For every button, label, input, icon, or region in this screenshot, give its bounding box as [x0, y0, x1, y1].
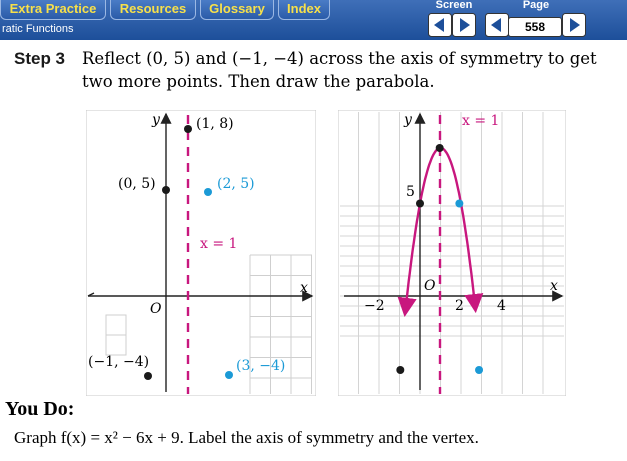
- curve-point-3-neg4: [475, 366, 483, 374]
- chapter-subtitle: ratic Functions: [2, 23, 74, 35]
- you-do-heading: You Do:: [5, 398, 75, 420]
- y-axis-label: y: [404, 112, 412, 128]
- tab-extra-practice[interactable]: Extra Practice: [0, 0, 106, 20]
- point-2-5-label: (2, 5): [217, 176, 255, 192]
- screen-prev-icon[interactable]: [428, 13, 452, 37]
- curve-point-neg1-neg4: [396, 366, 404, 374]
- point-vertex: [184, 125, 192, 133]
- tick-x-2: 2: [455, 298, 464, 314]
- parabola-left-arrow: [405, 308, 406, 312]
- tick-x-4: 4: [497, 298, 506, 314]
- tick-y-5: 5: [406, 184, 415, 200]
- point-2-5: [204, 188, 212, 196]
- tab-resources[interactable]: Resources: [110, 0, 196, 20]
- x-axis-label: x: [550, 278, 558, 294]
- page-label: Page: [522, 0, 550, 11]
- curve-point-vertex: [436, 144, 444, 152]
- x-axis-label: x: [300, 280, 308, 296]
- page-number-field[interactable]: 558: [508, 17, 562, 37]
- tick-x-neg2: −2: [364, 298, 385, 314]
- origin-label: O: [424, 278, 436, 294]
- point-0-5: [162, 186, 170, 194]
- origin-label: O: [150, 301, 162, 317]
- screen-next-icon[interactable]: [452, 13, 476, 37]
- y-axis-label: y: [152, 112, 160, 128]
- page-prev-icon[interactable]: [485, 13, 509, 37]
- right-graph: [338, 110, 566, 396]
- step-instruction: [14, 47, 624, 93]
- tab-index[interactable]: Index: [278, 0, 330, 20]
- axis-of-symmetry-label: x = 1: [200, 236, 238, 252]
- page-next-icon[interactable]: [562, 13, 586, 37]
- left-graph: [86, 110, 316, 396]
- step-text: Reflect (0, 5) and (−1, −4) across the axis of symmetry to get two more points. Then draw the parabola.: [82, 49, 597, 91]
- point-vertex-label: (1, 8): [196, 116, 234, 132]
- you-do-task: Graph f(x) = x² − 6x + 9. Label the axis of symmetry and the vertex.: [14, 428, 479, 447]
- point-neg1-neg4: [144, 372, 152, 380]
- axis-of-symmetry-label: x = 1: [462, 113, 500, 129]
- graph-frame: [338, 110, 566, 396]
- curve-point-0-5: [416, 200, 424, 208]
- screen-label: Screen: [435, 0, 473, 11]
- point-3-neg4-label: (3, −4): [236, 358, 286, 374]
- step-number: Step 3: [14, 49, 66, 68]
- point-3-neg4: [225, 371, 233, 379]
- point-0-5-label: (0, 5): [118, 176, 156, 192]
- curve-point-2-5: [455, 200, 463, 208]
- point-neg1-neg4-label: (−1, −4): [88, 354, 150, 370]
- tab-glossary[interactable]: Glossary: [200, 0, 274, 20]
